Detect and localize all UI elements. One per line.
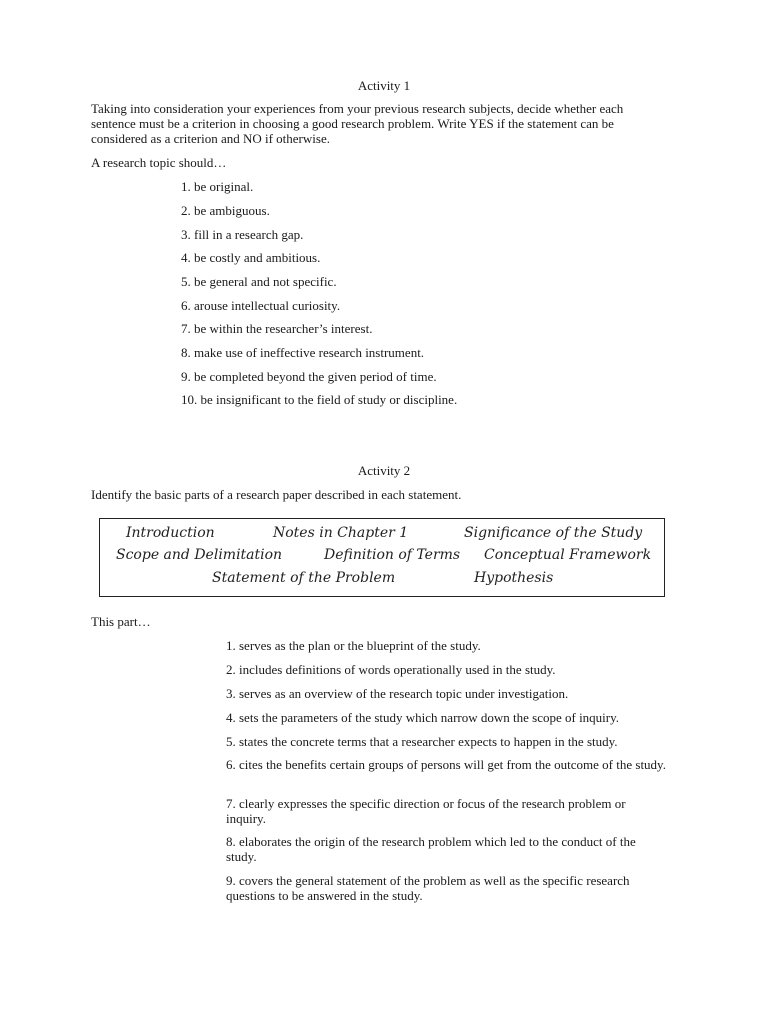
terms-box (99, 518, 665, 597)
activity-1-item: 7. be within the researcher’s interest. (181, 321, 373, 336)
activity-2-item: 5. states the concrete terms that a researcher expects to happen in the study. (226, 734, 618, 749)
activity-1-item: 10. be insignificant to the field of study or discipline. (181, 392, 458, 407)
activity-1-item: 9. be completed beyond the given period of time. (181, 369, 437, 384)
term-option: Hypothesis (474, 570, 554, 586)
activity-2-lead: This part… (91, 614, 151, 629)
activity-1-item: 6. arouse intellectual curiosity. (181, 298, 341, 313)
activity-1-item: 1. be original. (181, 179, 254, 194)
activity-1-item: 5. be general and not specific. (181, 274, 337, 289)
term-option: Scope and Delimitation (116, 547, 283, 563)
activity-2-item: 4. sets the parameters of the study which narrow down the scope of inquiry. (226, 710, 620, 725)
term-option: Statement of the Problem (212, 570, 396, 586)
activity-2-item: 6. cites the benefits certain groups of persons will get from the outcome of the study. (226, 757, 666, 772)
activity-1-item: 2. be ambiguous. (181, 203, 270, 218)
activity-2-instructions: Identify the basic parts of a research paper described in each statement. (91, 487, 462, 502)
activity-2-item: 8. elaborates the origin of the research problem which led to the conduct of the study. (226, 834, 636, 864)
term-option: Notes in Chapter 1 (273, 525, 409, 541)
activity-2-item: 7. clearly expresses the specific direction or focus of the research problem or inquiry. (226, 796, 626, 826)
activity-1-instructions: Taking into consideration your experiences from your previous research subjects, decide whether each sentence must be a criterion in choosing a good research problem. Write YES if the statement can be considered as a criterion and NO if otherwise. (91, 101, 624, 146)
activity-1-lead: A research topic should… (91, 155, 227, 170)
activity-2-item: 9. covers the general statement of the problem as well as the specific research questions to be answered in the study. (226, 873, 630, 903)
activity-1-title: Activity 1 (357, 78, 411, 93)
activity-1-item: 4. be costly and ambitious. (181, 250, 321, 265)
term-option: Conceptual Framework (484, 547, 652, 563)
term-option: Significance of the Study (464, 525, 643, 541)
term-option: Definition of Terms (324, 547, 461, 563)
activity-1-item: 3. fill in a research gap. (181, 227, 304, 242)
activity-2-item: 3. serves as an overview of the research topic under investigation. (226, 686, 569, 701)
activity-2-item: 2. includes definitions of words operationally used in the study. (226, 662, 556, 677)
activity-1-item: 8. make use of ineffective research instrument. (181, 345, 425, 360)
activity-2-title: Activity 2 (357, 463, 411, 478)
term-option: Introduction (126, 525, 215, 541)
activity-2-item: 1. serves as the plan or the blueprint of the study. (226, 638, 481, 653)
